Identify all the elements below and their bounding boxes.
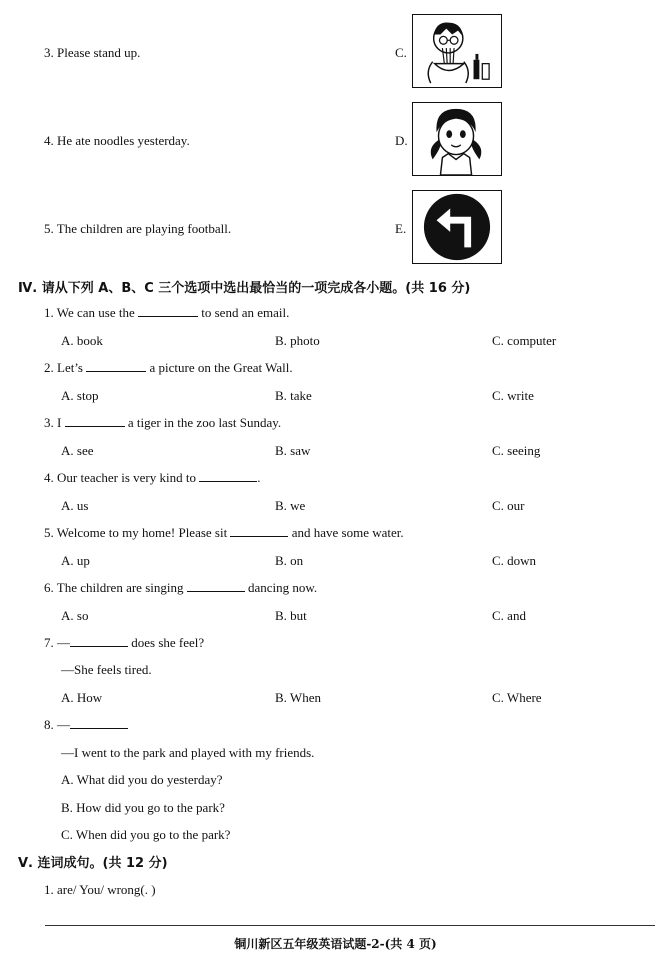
question-7-reply: —She feels tired. (61, 662, 152, 677)
question-7-option-b: B. When (275, 690, 321, 705)
question-4-option-b: B. we (275, 498, 306, 513)
question-7-stem-end: does she feel? (131, 635, 205, 650)
question-6-stem-end: dancing now. (247, 580, 318, 595)
question-2-option-a: A. stop (61, 388, 99, 403)
question-7-blank (70, 636, 128, 647)
question-4-blank (199, 471, 257, 482)
question-7-option-c: C. Where (492, 690, 542, 705)
matching-letter-c: C. (395, 45, 407, 60)
question-6-option-c: C. and (492, 608, 526, 623)
question-1-stem-start: 1. We can use the (44, 305, 135, 320)
question-2-stem-end: a picture on the Great Wall. (149, 360, 293, 375)
footer-divider (45, 925, 655, 926)
question-3-option-a: A. see (61, 443, 94, 458)
section-4-heading: Ⅳ. 请从下列 A、B、C 三个选项中选出最恰当的一项完成各小题。(共 16 分) (18, 281, 471, 296)
question-7-option-a: A. How (61, 690, 103, 705)
question-2-stem-start: 2. Let’s (44, 360, 83, 375)
question-8-reply: —I went to the park and played with my friends. (61, 745, 315, 760)
question-5-option-b: B. on (275, 553, 304, 568)
question-3 (44, 415, 281, 431)
question-3-option-c: C. seeing (492, 443, 541, 458)
question-8-option-b: B. How did you go to the park? (61, 800, 225, 815)
section-5-heading: Ⅴ. 连词成句。(共 12 分) (18, 856, 168, 871)
question-1 (44, 305, 289, 321)
question-1-stem-end: to send an email. (201, 305, 290, 320)
question-4 (44, 470, 260, 486)
matching-item-3: 3. Please stand up. (44, 45, 141, 60)
matching-item-5: 5. The children are playing football. (44, 221, 232, 236)
question-4-option-c: C. our (492, 498, 525, 513)
question-3-stem-end: a tiger in the zoo last Sunday. (127, 415, 282, 430)
picture-boy-eating-noodles (412, 14, 502, 88)
question-5-blank (230, 526, 288, 537)
question-2 (44, 360, 293, 376)
question-4-stem-end: . (257, 470, 261, 485)
question-5-stem-end: and have some water. (291, 525, 404, 540)
question-8-blank (70, 718, 128, 729)
question-8 (44, 717, 128, 733)
picture-girl-standing (412, 102, 502, 176)
question-6 (44, 580, 317, 596)
question-8-option-c: C. When did you go to the park? (61, 827, 231, 842)
question-1-option-a: A. book (61, 333, 103, 348)
question-8-stem: 8. — (44, 717, 70, 732)
question-2-option-b: B. take (275, 388, 312, 403)
question-6-blank (187, 581, 245, 592)
question-6-option-b: B. but (275, 608, 307, 623)
matching-letter-e: E. (395, 221, 407, 236)
question-5-option-c: C. down (492, 553, 537, 568)
section-5-question-1: 1. are/ You/ wrong(. ) (44, 882, 156, 897)
question-7 (44, 635, 204, 651)
question-1-option-c: C. computer (492, 333, 557, 348)
question-1-option-b: B. photo (275, 333, 320, 348)
question-5 (44, 525, 404, 541)
matching-item-4: 4. He ate noodles yesterday. (44, 133, 190, 148)
question-3-option-b: B. saw (275, 443, 311, 458)
question-2-blank (86, 361, 146, 372)
question-5-option-a: A. up (61, 553, 90, 568)
question-7-stem-start: 7. — (44, 635, 70, 650)
question-6-stem-start: 6. The children are singing (44, 580, 184, 595)
question-2-option-c: C. write (492, 388, 534, 403)
matching-letter-d: D. (395, 133, 408, 148)
page-footer: 铜川新区五年级英语试题-2-(共 4 页) (234, 937, 437, 951)
question-6-option-a: A. so (61, 608, 89, 623)
question-4-stem-start: 4. Our teacher is very kind to (44, 470, 196, 485)
question-3-stem-start: 3. I (44, 415, 62, 430)
question-8-option-a: A. What did you do yesterday? (61, 772, 223, 787)
question-1-blank (138, 306, 198, 317)
question-3-blank (65, 416, 125, 427)
question-4-option-a: A. us (61, 498, 89, 513)
picture-turn-left-sign (412, 190, 502, 264)
question-5-stem-start: 5. Welcome to my home! Please sit (44, 525, 228, 540)
